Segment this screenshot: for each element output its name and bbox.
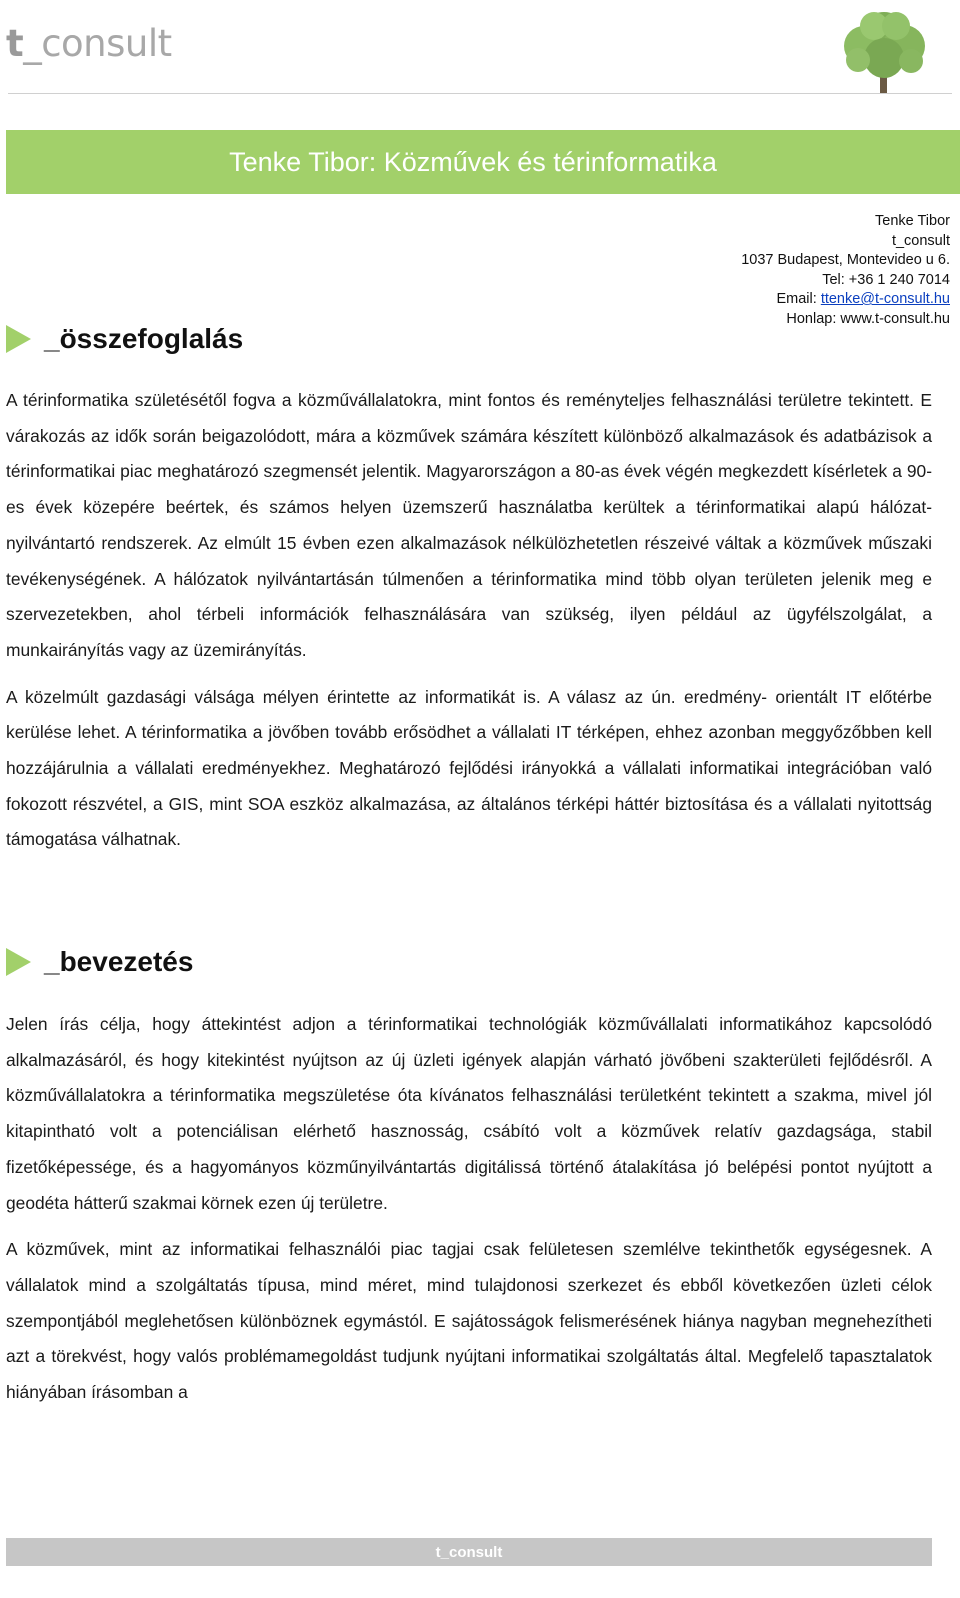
summary-text (6, 383, 932, 869)
page-header (0, 0, 960, 96)
tree-logo-icon (834, 4, 934, 96)
paragraph: A közművek, mint az informatikai felhasználói piac tagjai csak felületesen szemlélve tekinthetők egységesnek. A vállalatok mind a szolgáltatás típusa, mind méret, mind tulajdonosi szerkezet és ebből következően üzleti célok szempontjából meglehetősen különböznek egymástól. E sajátosságok felismerésének hiánya nagyban megnehezítheti azt a törekvést, hogy valós problémamegoldást tudjunk nyújtani informatikai szolgáltatás által. Megfelelő tapasztalatok hiányában írásomban a (6, 1239, 932, 1403)
paragraph: A közelmúlt gazdasági válsága mélyen érintette az informatikát is. A válasz az ún. eredmény- orientált IT előtérbe kerülése lehet. A térinformatika a jövőben tovább erősödhet a vállalati IT térképen, ehhez azonban meggyőzőbben kell hozzájárulnia a vállalati eredményekhez. Meghatározó fejlődési irányokká a vállalati informatikai integrációban való fokozott részvétel, a GIS, mint SOA eszköz alkalmazása, az általános térképi háttér biztosítása és a vállalati nyitottság támogatása válhatnak. (6, 686, 932, 850)
triangle-bullet-icon (6, 325, 31, 353)
header-divider (8, 93, 952, 94)
contact-email-row: Email: ttenke@t-consult.hu (776, 291, 950, 307)
contact-address: 1037 Budapest, Montevideo u 6. (741, 252, 950, 268)
section-heading-intro (6, 946, 193, 978)
email-link[interactable]: ttenke@t-consult.hu (820, 291, 950, 307)
contact-block (741, 212, 950, 329)
section-heading-summary (6, 323, 243, 355)
paragraph: A térinformatika születésétől fogva a közművállalatokra, mint fontos és reményteljes felhasználási területre tekintett. E várakozás az idők során beigazolódott, mára a közművek számára készített különböző alkalmazások és adatbázisok a térinformatikai piac meghatározó szegmensét jelentik. Magyarországon a 80-as évek végén megkezdett kísérletek a 90-es évek közepére beértek, és számos helyen üzemszerű használatba kerültek a térinformatikai alapú hálózat-nyilvántartó rendszerek. Az elmúlt 15 évben ezen alkalmazások nélkülözhetetlen részeivé váltak a közművek műszaki tevékenységének. A hálózatok nyilvántartásán túlmenően a térinformatika mind több olyan területen jelenik meg e szervezetekben, ahol térbeli információk felhasználására van szükség, ilyen például az ügyfélszolgálat, a munkairányítás vagy az üzemirányítás. (6, 390, 932, 660)
contact-phone: Tel: +36 1 240 7014 (822, 271, 950, 288)
title-banner (6, 130, 960, 194)
page-footer (6, 1538, 932, 1566)
paragraph: Jelen írás célja, hogy áttekintést adjon a térinformatikai technológiák közművállalati informatikához kapcsolódó alkalmazásáról, és hogy kitekintést nyújtson az új üzleti igények alapján várható jövőbeni szakterületi fejlődésről. A közművállalatokra a térinformatika megszületése óta kívánatos felhasználási területként tekintett a szakma, mivel jól kitapintható volt a potenciálisan elérhető hasznosság, csábító volt a közművek relatív gazdagsága, stabil fizetőképessége, és a hagyományos közműnyilvántartás digitálissá történő átalakítása jó belépési pontot nyújtott a geodéta hátterű szakmai körnek ezen új területre. (6, 1014, 932, 1213)
contact-company: t_consult (891, 232, 950, 249)
footer-text: t_consult (435, 1543, 503, 1561)
section-title: _bevezetés (44, 946, 194, 977)
intro-text (6, 1007, 932, 1422)
contact-website: Honlap: www.t-consult.hu (786, 310, 950, 327)
contact-name: Tenke Tibor (875, 213, 950, 229)
triangle-bullet-icon (6, 948, 31, 976)
company-logo: t_consult (6, 22, 172, 65)
section-title: _összefoglalás (44, 323, 244, 354)
page-title: Tenke Tibor: Közművek és térinformatika (229, 146, 717, 177)
